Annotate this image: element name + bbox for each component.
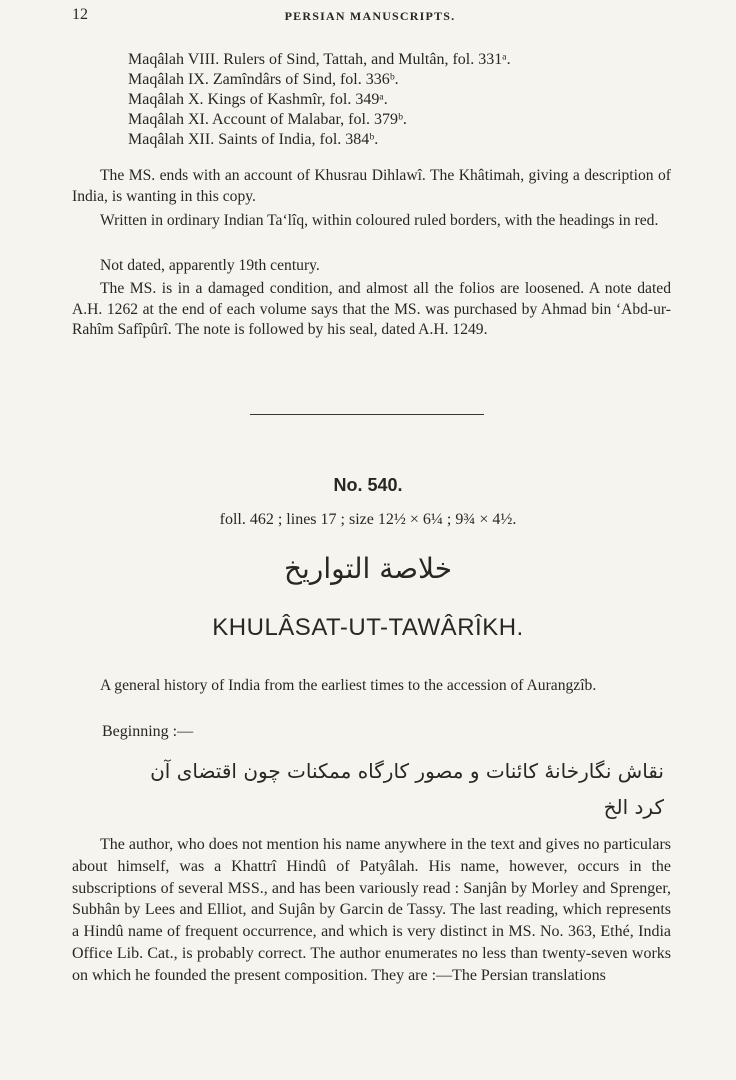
date-paragraph: Not dated, apparently 19th century. bbox=[100, 257, 320, 274]
script-paragraph: Written in ordinary Indian Ta‘lîq, within coloured ruled borders, with the headings in red. bbox=[100, 212, 659, 229]
condition-paragraph: The MS. is in a damaged condition, and almost all the folios are loosened. A note dated A.H. 1262 at the end of each volume says that the MS. was purchased by Ahmad bin ‘Abd-ur-Rahîm Safîpûrî. The note is followed by his seal, dated A.H. 1249. bbox=[72, 280, 671, 338]
arabic-title: خلاصة التواريخ bbox=[283, 552, 453, 585]
ending-paragraph: The MS. ends with an account of Khusrau Dihlawî. The Khâtimah, giving a description of India, is wanting in this copy. bbox=[72, 167, 671, 205]
list-item: Maqâlah X. Kings of Kashmîr, fol. 349ᵃ. bbox=[128, 91, 388, 108]
list-item: Maqâlah IX. Zamîndârs of Sind, fol. 336ᵇ. bbox=[128, 71, 399, 88]
running-head bbox=[72, 6, 668, 26]
beginning-arabic-line: نقاش نگارخانهٔ کائنات و مصور کارگاه ممکنات چون اقتضای آن bbox=[150, 759, 664, 783]
running-title: PERSIAN MANUSCRIPTS. bbox=[284, 9, 456, 23]
list-item: Maqâlah XII. Saints of India, fol. 384ᵇ. bbox=[128, 131, 379, 148]
beginning-arabic-line: کرد الخ bbox=[603, 795, 664, 819]
description-paragraph: A general history of India from the earliest times to the accession of Aurangzîb. bbox=[100, 677, 597, 694]
section-divider bbox=[250, 414, 484, 415]
beginning-label: Beginning :— bbox=[102, 723, 194, 740]
list-item: Maqâlah VIII. Rulers of Sind, Tattah, and Multân, fol. 331ᵃ. bbox=[128, 51, 511, 68]
maqalah-list bbox=[128, 50, 511, 150]
list-item: Maqâlah XI. Account of Malabar, fol. 379ᵇ. bbox=[128, 111, 407, 128]
entry-number: No. 540. bbox=[333, 475, 403, 495]
english-title: KHULÂSAT-UT-TAWÂRÎKH. bbox=[212, 614, 524, 641]
page-number: 12 bbox=[72, 6, 88, 23]
collation-line: foll. 462 ; lines 17 ; size 12½ × 6¼ ; 9¾ × 4½. bbox=[219, 511, 517, 528]
author-paragraph: The author, who does not mention his name anywhere in the text and gives no particulars about himself, was a Khattrî Hindû of Patyâlah. His name, however, occurs in the subscriptions of several MSS., and has been variously read : Sanjân by Morley and Sprenger, Subhân by Lees and Elliot, and Sujân by Garcin de Tassy. The last reading, which represents a Hindû name of frequent occurrence, and which is very distinct in MS. No. 363, Ethé, India Office Lib. Cat., is probably correct. The author enumerates no less than twenty-seven works on which he founded the present composition. They are :—The Persian translations bbox=[72, 836, 671, 984]
